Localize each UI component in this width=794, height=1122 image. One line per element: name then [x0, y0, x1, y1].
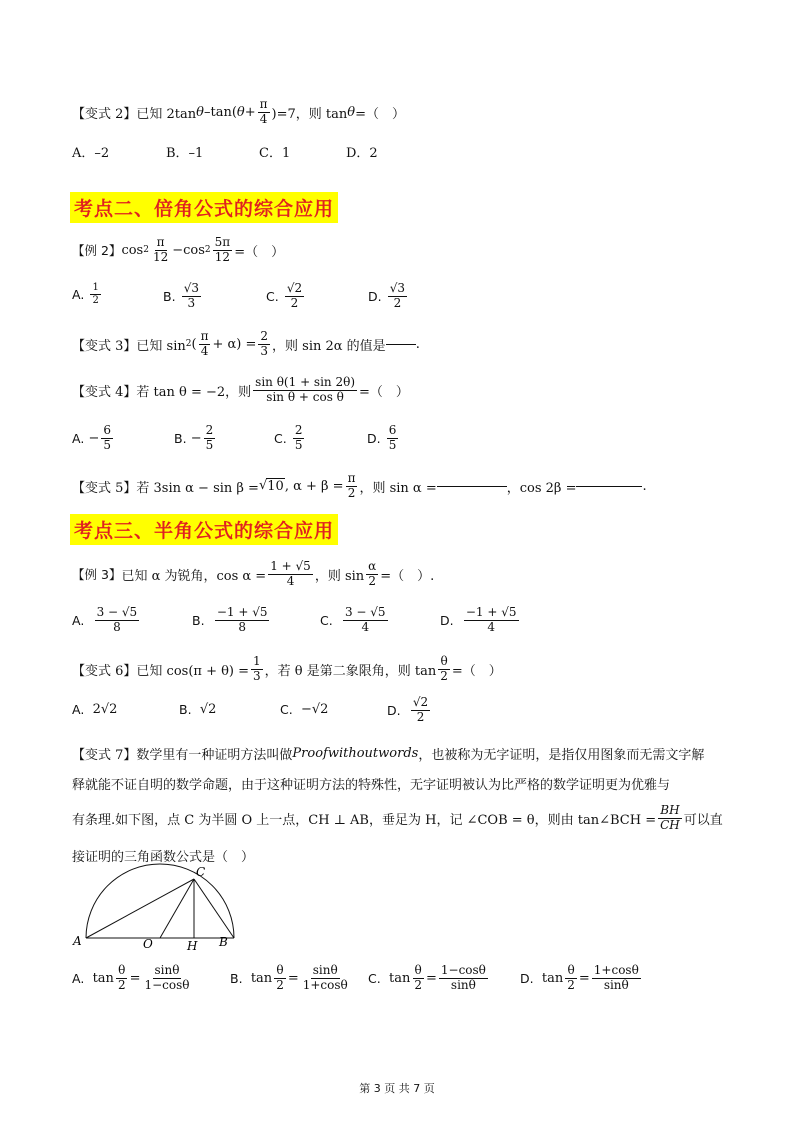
variant2-option-b: B．–1	[166, 146, 204, 161]
variant7-line-2: 释就能不证自明的数学命题，由于这种证明方法的特殊性，无字证明被认为比严格的数学证明更为优雅与	[72, 778, 671, 793]
variant7-option-b: B. tan $\frac{\theta}{2}$ = $\frac{\sin\theta}{1+\cos\theta}$	[230, 963, 348, 992]
example3-option-b: B. $\frac{-1 + √5}{8}$	[192, 605, 268, 634]
point-h-label: H	[187, 939, 198, 953]
variant3-label: 【变式 3】	[72, 338, 137, 354]
example3-option-d: D. $\frac{-1 + √5}{4}$	[440, 605, 517, 634]
example3-stem: 【例 3】 已知 α 为锐角，cos α = $\frac{1 + √5}{4}$ ，则 sin $\frac{\alpha}{2}$ =（ ）.	[72, 559, 435, 588]
variant4-option-d: D. $\frac{6}{5}$	[367, 423, 397, 452]
variant5-stem: 【变式 5】 若 3sin α − sin β = √ 10 , α + β = $\frac{\pi}{2}$ ，则 sin α = ，cos 2β = .	[72, 471, 647, 500]
variant7-option-d: D. tan $\frac{\theta}{2}$ = $\frac{1+\cos\theta}{\sin\theta}$	[520, 963, 639, 992]
variant2-option-d: D．2	[346, 146, 378, 161]
variant2-stem: 【变式 2】 已知 2tan θ –tan( θ + $\frac{\pi}{4}$ )=7，则 tan θ =（ ）	[72, 97, 405, 126]
variant4-label: 【变式 4】	[72, 384, 137, 400]
variant4-option-b: B. − $\frac{2}{5}$	[174, 423, 214, 452]
variant6-option-d: D. $\frac{√2}{2}$	[387, 695, 429, 724]
semicircle-diagram	[68, 862, 248, 954]
point-o-label: O	[143, 937, 153, 951]
variant4-option-c: C. $\frac{2}{5}$	[274, 423, 303, 452]
variant2-label: 【变式 2】	[72, 106, 137, 122]
answer-blank-1	[437, 486, 507, 487]
variant3-stem: 【变式 3】 已知 sin 2 ( $\frac{\pi}{4}$ + α) = $\frac{2}{3}$ ，则 sin 2α 的值是 .	[72, 329, 420, 358]
section-heading-2: 考点二、倍角公式的综合应用	[70, 192, 338, 223]
example2-option-a: A. $\frac{1}{2}$	[72, 282, 99, 306]
point-b-label: B	[219, 935, 228, 949]
example2-label: 【例 2】	[72, 243, 122, 259]
semicircle-arc	[86, 864, 234, 938]
example2-option-c: C. $\frac{√2}{2}$	[266, 281, 303, 310]
example3-label: 【例 3】	[72, 567, 122, 583]
page-footer: 第 3 页 共 7 页	[359, 1082, 435, 1095]
variant6-label: 【变式 6】	[72, 663, 137, 679]
variant4-stem: 【变式 4】 若 tan θ = −2，则 $\frac{\text{sin θ(1 + sin 2θ)}}{\text{sin θ + cos θ}}$ =（ ）	[72, 375, 409, 404]
variant7-option-a: A. tan $\frac{\theta}{2}$ = $\frac{\sin\theta}{1-\cos\theta}$	[72, 963, 190, 992]
variant6-option-c: C. −√2	[280, 702, 329, 717]
example2-option-d: D. $\frac{√3}{2}$	[368, 281, 406, 310]
point-a-label: A	[73, 934, 82, 948]
example3-option-c: C. $\frac{3 - √5}{4}$	[320, 605, 386, 634]
variant2-option-a: A．–2	[72, 146, 110, 161]
answer-blank	[386, 344, 416, 345]
variant7-option-c: C. tan $\frac{\theta}{2}$ = $\frac{1-\cos\theta}{\sin\theta}$	[368, 963, 486, 992]
pi-over-4: $\frac{\pi}{4}$	[259, 97, 268, 126]
variant4-option-a: A. − $\frac{6}{5}$	[72, 423, 111, 452]
answer-blank-2	[576, 486, 642, 487]
point-c-label: C	[196, 865, 206, 879]
variant7-line-4: 接证明的三角函数公式是（ ）	[72, 850, 255, 865]
variant6-stem: 【变式 6】 已知 cos(π + θ) = $\frac{1}{3}$ ，若 θ 是第二象限角，则 tan $\frac{\theta}{2}$ =（ ）	[72, 654, 502, 683]
example2-stem: 【例 2】 cos 2 $\frac{\pi}{12}$ − cos 2 $\frac{5\pi}{12}$ =（ ）	[72, 235, 285, 264]
example2-option-b: B. $\frac{√3}{3}$	[163, 281, 199, 310]
segment-ac	[86, 879, 194, 938]
variant5-label: 【变式 5】	[72, 480, 137, 496]
variant7-line-1: 【变式 7】 数学里有一种证明方法叫做 Proofwithoutwords ，也被称为无字证明，是指仅用图象而无需文字解	[72, 746, 705, 763]
variant6-option-b: B. √2	[179, 702, 217, 717]
variant2-option-c: C．1	[259, 146, 291, 161]
variant6-option-a: A. 2√2	[72, 702, 118, 717]
variant7-line-3: 有条理.如下图，点 C 为半圆 O 上一点，CH ⊥ AB，垂足为 H，记 ∠COB = θ，则由 tan∠BCH = $\frac{BH}{CH}$ 可以直	[72, 803, 723, 832]
example3-option-a: A. $\frac{3 - √5}{8}$	[72, 605, 138, 634]
section-heading-3: 考点三、半角公式的综合应用	[70, 514, 338, 545]
variant7-label: 【变式 7】	[72, 748, 137, 763]
